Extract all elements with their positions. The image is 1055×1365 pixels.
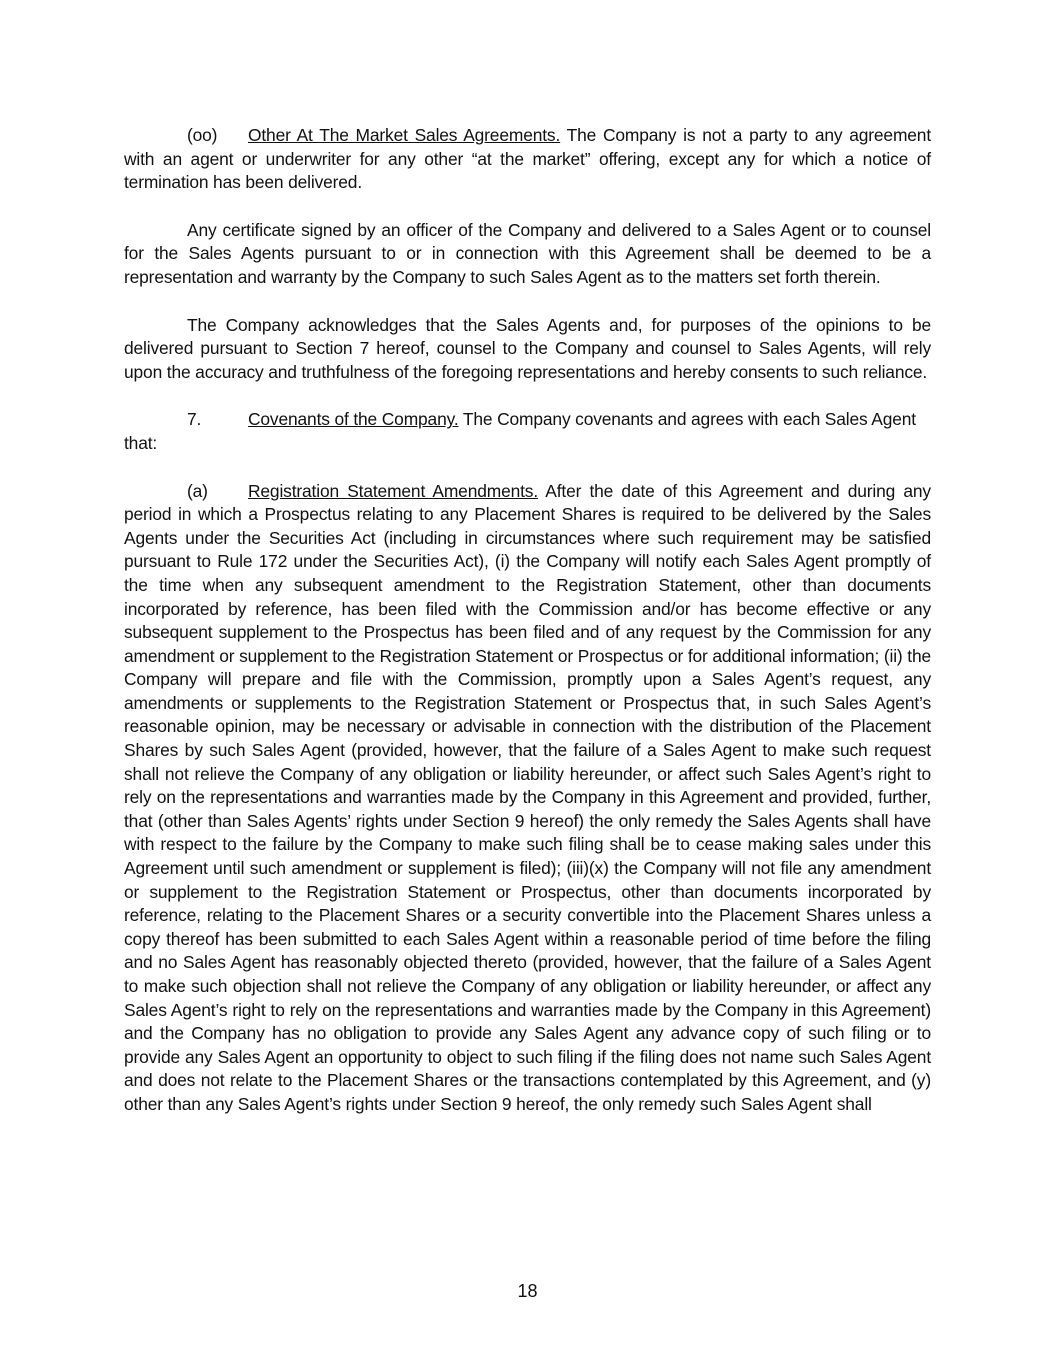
section-number: (oo) xyxy=(187,125,218,145)
section-text: The Company acknowledges that the Sales Agents and, for purposes of the opinions to be delivered pursuant to Section 7 hereof, counsel to the Company and counsel to Sales Agents, will rely upon the accuracy and truthfulness of the foregoing representations and hereby consents to such reliance. xyxy=(124,314,931,382)
page-number: 18 xyxy=(517,1281,538,1301)
paragraph-a xyxy=(124,480,931,1117)
paragraph-oo xyxy=(124,124,931,195)
section-text: Any certificate signed by an officer of the Company and delivered to a Sales Agent or to counsel for the Sales Agents pursuant to or in connection with this Agreement shall be deemed to be a representation and warranty by the Company to such Sales Agent as to the matters set forth therein. xyxy=(124,219,931,287)
paragraph-acknowledgement xyxy=(124,314,931,385)
paragraph-certificate xyxy=(124,219,931,290)
section-number: 7. xyxy=(187,409,202,430)
section-text: After the date of this Agreement and during any period in which a Prospectus relating to any Placement Shares is required to be delivered by the Sales Agents under the Securities Act (including in circumstances where such requirement may be satisfied pursuant to Rule 172 under the Securities Act), (i) the Company will notify each Sales Agent promptly of the time when any subsequent amendment to the Registration Statement, other than documents incorporated by reference, has been filed with the Commission and/or has become effective or any subsequent supplement to the Prospectus has been filed and of any request by the Commission for any amendment or supplement to the Registration Statement or Prospectus or for additional information; (ii) the Company will prepare and file with the Commission, promptly upon a Sales Agent’s request, any amendments or supplements to the Registration Statement or Prospectus that, in such Sales Agent’s reasonable opinion, may be necessary or advisable in connection with the distribution of the Placement Shares by such Sales Agent (provided, however, that the failure of a Sales Agent to make such request shall not relieve the Company of any obligation or liability hereunder, or affect such Sales Agent’s right to rely on the representations and warranties made by the Company in this Agreement and provided, further, that (other than Sales Agents’ rights under Section 9 hereof) the only remedy the Sales Agents shall have with respect to the failure by the Company to make such filing shall be to cease making sales under this Agreement until such amendment or supplement is filed); (iii)(x) the Company will not file any amendment or supplement to the Registration Statement or Prospectus, other than documents incorporated by reference, relating to the Placement Shares or a security convertible into the Placement Shares unless a copy thereof has been submitted to each Sales Agent within a reasonable period of time before the filing and no Sales Agent has reasonably objected thereto (provided, however, that the failure of a Sales Agent to make such objection shall not relieve the Company of any obligation or liability hereunder, or affect any Sales Agent’s right to rely on the representations and warranties made by the Company in this Agreement) and the Company has no obligation to provide any Sales Agent any advance copy of such filing or to provide any Sales Agent an opportunity to object to such filing if the filing does not name such Sales Agent and does not relate to the Placement Shares or the transactions contemplated by this Agreement, and (y) other than any Sales Agent’s rights under Section 9 hereof, the only remedy such Sales Agent shall xyxy=(124,480,931,1114)
document-page xyxy=(124,124,931,1117)
section-text: The Company covenants and agrees with each Sales Agent that: xyxy=(124,409,916,453)
section-heading: Covenants of the Company. xyxy=(248,409,459,430)
section-heading: Registration Statement Amendments. xyxy=(248,480,539,501)
section-heading: Other At The Market Sales Agreements. xyxy=(248,125,561,145)
paragraph-section-7 xyxy=(124,408,931,455)
section-text: The Company is not a party to any agreement with an agent or underwriter for any other “at the market” offering, except any for which a notice of termination has been delivered. xyxy=(124,125,932,193)
section-number: (a) xyxy=(187,480,208,501)
